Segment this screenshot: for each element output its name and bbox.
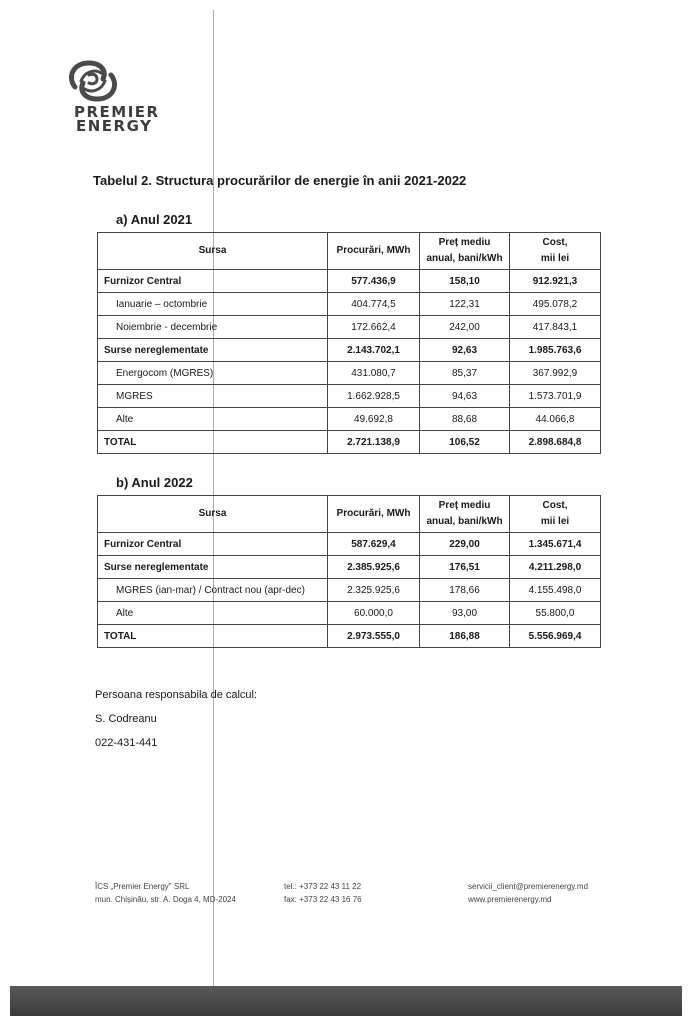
cell-source: TOTAL <box>98 625 328 648</box>
contact-label: Persoana responsabila de calcul: <box>95 689 258 701</box>
cell-cost: 1.345.671,4 <box>510 533 601 556</box>
cell-price: 85,37 <box>420 362 510 385</box>
header-procurement: Procurări, MWh <box>328 496 420 533</box>
cell-price: 93,00 <box>420 602 510 625</box>
section-title-2022: b) Anul 2022 <box>116 475 193 490</box>
footer-phone-block <box>284 880 362 906</box>
cell-cost: 495.078,2 <box>510 293 601 316</box>
table-2021 <box>97 232 601 454</box>
cell-procurement: 2.325.925,6 <box>328 579 420 602</box>
header-source: Sursa <box>98 233 328 270</box>
cell-procurement: 60.000,0 <box>328 602 420 625</box>
header-price-line2: anual, bani/kWh <box>426 516 503 527</box>
table-row <box>98 270 601 293</box>
footer-tel: tel.: +373 22 43 11 22 <box>284 882 362 891</box>
cell-price: 178,66 <box>420 579 510 602</box>
cell-source: Surse nereglementate <box>98 339 328 362</box>
table-header-row <box>98 233 601 270</box>
cell-price: 229,00 <box>420 533 510 556</box>
cell-source: TOTAL <box>98 431 328 454</box>
table-row <box>98 602 601 625</box>
cell-procurement: 2.385.925,6 <box>328 556 420 579</box>
header-cost <box>510 496 601 533</box>
footer-company-block <box>95 880 236 906</box>
bottom-decor-bar <box>10 986 682 1016</box>
footer-address: mun. Chișinău, str. A. Doga 4, MD-2024 <box>95 895 236 904</box>
cell-procurement: 404.774,5 <box>328 293 420 316</box>
cell-price: 106,52 <box>420 431 510 454</box>
footer-web-block <box>468 880 588 906</box>
header-price <box>420 233 510 270</box>
cell-cost: 55.800,0 <box>510 602 601 625</box>
cell-procurement: 577.436,9 <box>328 270 420 293</box>
cell-cost: 5.556.969,4 <box>510 625 601 648</box>
cell-source: Furnizor Central <box>98 533 328 556</box>
section-title-2021: a) Anul 2021 <box>116 212 193 227</box>
table-row-total <box>98 431 601 454</box>
cell-source: Alte <box>98 408 328 431</box>
cell-cost: 2.898.684,8 <box>510 431 601 454</box>
cell-cost: 912.921,3 <box>510 270 601 293</box>
table-row <box>98 293 601 316</box>
cell-price: 242,00 <box>420 316 510 339</box>
table-row <box>98 385 601 408</box>
cell-cost: 44.066,8 <box>510 408 601 431</box>
table-row <box>98 579 601 602</box>
header-cost <box>510 233 601 270</box>
cell-procurement: 431.080,7 <box>328 362 420 385</box>
cell-cost: 1.573.701,9 <box>510 385 601 408</box>
table-header-row <box>98 496 601 533</box>
header-source: Sursa <box>98 496 328 533</box>
cell-procurement: 172.662,4 <box>328 316 420 339</box>
cell-source: Energocom (MGRES) <box>98 362 328 385</box>
table-row <box>98 316 601 339</box>
cell-price: 92,63 <box>420 339 510 362</box>
cell-source: Furnizor Central <box>98 270 328 293</box>
footer-fax: fax: +373 22 43 16 76 <box>284 895 362 904</box>
contact-phone: 022-431-441 <box>95 737 158 749</box>
header-price-line2: anual, bani/kWh <box>426 253 503 264</box>
cell-procurement: 49.692,8 <box>328 408 420 431</box>
table-2022 <box>97 495 601 648</box>
footer-company: ÎCS „Premier Energy" SRL <box>95 882 190 891</box>
cell-procurement: 587.629,4 <box>328 533 420 556</box>
cell-procurement: 2.973.555,0 <box>328 625 420 648</box>
cell-price: 94,63 <box>420 385 510 408</box>
cell-source: Noiembrie - decembrie <box>98 316 328 339</box>
cell-source: Surse nereglementate <box>98 556 328 579</box>
cell-price: 122,31 <box>420 293 510 316</box>
cell-procurement: 2.721.138,9 <box>328 431 420 454</box>
cell-source: MGRES (ian-mar) / Contract nou (apr-dec) <box>98 579 328 602</box>
cell-source: Alte <box>98 602 328 625</box>
logo-line-2: ENERGY <box>76 117 153 135</box>
contact-name: S. Codreanu <box>95 713 157 725</box>
cell-price: 158,10 <box>420 270 510 293</box>
logo-wordmark <box>74 105 214 133</box>
header-cost-line1: Cost, <box>542 237 568 248</box>
cell-cost: 367.992,9 <box>510 362 601 385</box>
cell-procurement: 1.662.928,5 <box>328 385 420 408</box>
document-title: Tabelul 2. Structura procurărilor de energie în anii 2021-2022 <box>93 173 467 188</box>
cell-price: 176,51 <box>420 556 510 579</box>
logo-swirl-icon <box>63 57 123 105</box>
footer-web: www.premierenergy.md <box>468 895 552 904</box>
cell-source: MGRES <box>98 385 328 408</box>
cell-cost: 4.211.298,0 <box>510 556 601 579</box>
header-cost-line2: mii lei <box>540 253 570 264</box>
header-price-line1: Preț mediu <box>438 500 491 511</box>
table-row <box>98 533 601 556</box>
table-row-total <box>98 625 601 648</box>
cell-price: 186,88 <box>420 625 510 648</box>
logo-line-1: PREMIER <box>74 103 160 121</box>
table-row <box>98 362 601 385</box>
header-procurement: Procurări, MWh <box>328 233 420 270</box>
header-price-line1: Preț mediu <box>438 237 491 248</box>
table-row <box>98 556 601 579</box>
cell-cost: 1.985.763,6 <box>510 339 601 362</box>
cell-price: 88,68 <box>420 408 510 431</box>
table-row <box>98 408 601 431</box>
table-row <box>98 339 601 362</box>
cell-source: Ianuarie – octombrie <box>98 293 328 316</box>
cell-cost: 4.155.498,0 <box>510 579 601 602</box>
premier-energy-logo <box>63 57 123 105</box>
header-cost-line2: mii lei <box>540 516 570 527</box>
header-cost-line1: Cost, <box>542 500 568 511</box>
cell-cost: 417.843,1 <box>510 316 601 339</box>
footer-email: servicii_client@premierenergy.md <box>468 882 589 891</box>
cell-procurement: 2.143.702,1 <box>328 339 420 362</box>
header-price <box>420 496 510 533</box>
